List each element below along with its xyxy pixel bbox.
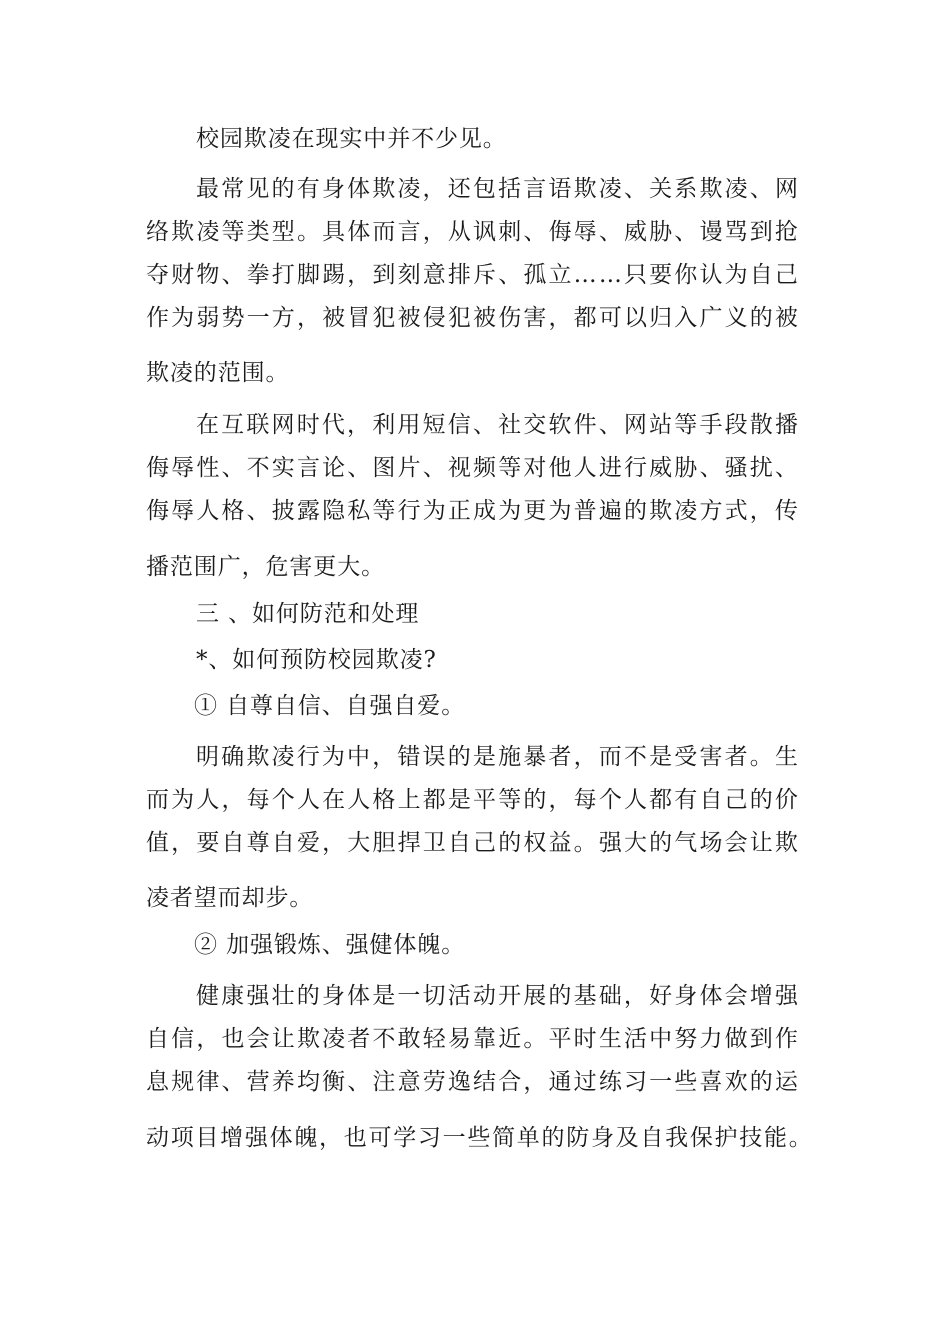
paragraph-line: 夺 财 物 、 拳 打 脚 踢 ， 到 刻 意 排 斥 、 孤 立 … … 只 要 你 认 为 自 己 xyxy=(146,262,798,288)
paragraph-line: 自 信 ， 也 会 让 欺 凌 者 不 敢 轻 易 靠 近 。 平 时 生 活 中 努 力 做 到 作 xyxy=(146,1026,798,1052)
list-item-heading: ① 自尊自信、自强自爱。 xyxy=(194,693,466,719)
paragraph-line: 侮 辱 性 、 不 实 言 论 、 图 片 、 视 频 等 对 他 人 进 行 威 胁 、 骚 扰 、 xyxy=(146,455,798,481)
paragraph-line: 校园欺凌在现实中并不少见。 xyxy=(196,126,507,152)
paragraph-line: 息 规 律 、 营 养 均 衡 、 注 意 劳 逸 结 合 ， 通 过 练 习 一 些 喜 欢 的 运 xyxy=(146,1069,798,1095)
subsection-heading: *、如何预防校园欺凌? xyxy=(196,647,437,673)
paragraph-line: 值 ， 要 自 尊 自 爱 ， 大 胆 捍 卫 自 己 的 权 益 。 强 大 的 气 场 会 让 欺 xyxy=(146,830,798,856)
section-heading: 三 、如何防范和处理 xyxy=(196,601,420,627)
paragraph-line: 明 确 欺 凌 行 为 中 ， 错 误 的 是 施 暴 者 ， 而 不 是 受 害 者 。 生 xyxy=(196,744,798,770)
paragraph-line: 凌者望而却步。 xyxy=(146,885,314,911)
paragraph-line: 侮 辱 人 格 、 披 露 隐 私 等 行 为 正 成 为 更 为 普 遍 的 欺 凌 方 式 ， 传 xyxy=(146,498,798,524)
paragraph-line: 健 康 强 壮 的 身 体 是 一 切 活 动 开 展 的 基 础 ， 好 身 体 会 增 强 xyxy=(196,983,798,1009)
paragraph-line: 欺凌的范围。 xyxy=(146,360,290,386)
paragraph-line: 络 欺 凌 等 类 型 。 具 体 而 言 ， 从 讽 刺 、 侮 辱 、 威 胁 、 谩 骂 到 抢 xyxy=(146,219,798,245)
paragraph-line: 而 为 人 ， 每 个 人 在 人 格 上 都 是 平 等 的 ， 每 个 人 都 有 自 己 的 价 xyxy=(146,787,798,813)
paragraph-line: 在 互 联 网 时 代 ， 利 用 短 信 、 社 交 软 件 、 网 站 等 手 段 散 播 xyxy=(196,412,798,438)
paragraph-line: 作 为 弱 势 一 方 ， 被 冒 犯 被 侵 犯 被 伤 害 ， 都 可 以 归 入 广 义 的 被 xyxy=(146,305,798,331)
paragraph-line: 动 项 目 增 强 体 魄 ， 也 可 学 习 一 些 简 单 的 防 身 及 自 我 保 护 技 能 。 xyxy=(146,1125,812,1151)
paragraph-line: 最 常 见 的 有 身 体 欺 凌 ， 还 包 括 言 语 欺 凌 、 关 系 欺 凌 、 网 xyxy=(196,176,798,202)
paragraph-line: 播范围广，危害更大。 xyxy=(146,554,385,580)
list-item-heading: ② 加强锻炼、强健体魄。 xyxy=(194,932,466,958)
